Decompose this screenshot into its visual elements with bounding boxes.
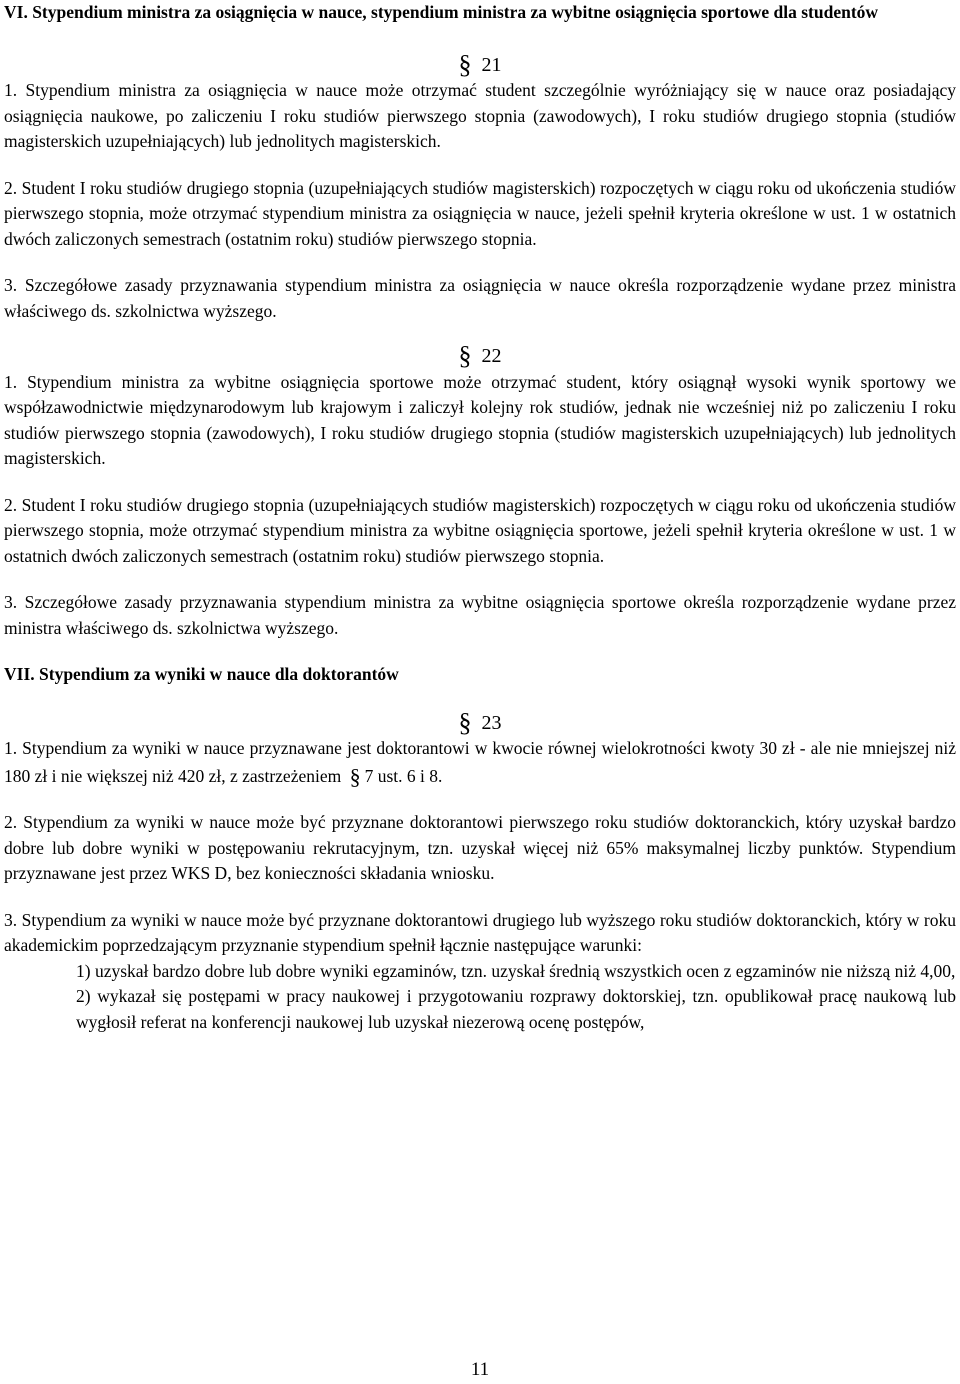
section-sign-icon: § [349, 763, 361, 789]
section-22-mark: § 22 [458, 341, 502, 370]
section-sign-icon: § [458, 49, 472, 79]
section-23-paragraph-2: 2. Stypendium za wyniki w nauce może być przyznane doktorantowi pierwszego roku studiów doktoranckich, który uzyskał bardzo dobre lub dobre wyniki w postępowaniu rekrutacyjnym, tzn. uzyskał więcej niż 65% maksymalnej liczby punktów. Stypendium przyznawane jest przez WKS D, bez konieczności składania wniosku. [4, 812, 956, 883]
condition-item: 2) wykazał się postępami w pracy naukowej i przygotowaniu rozprawy doktorskiej, tzn. opublikował pracę naukową lub wygłosił referat na konferencji naukowej lub uzyskał niezerową ocenę postępów, [76, 986, 956, 1032]
document-page [4, 0, 956, 1035]
page-number: 11 [470, 1359, 490, 1380]
section-22-paragraph-1: 1. Stypendium ministra za wybitne osiągnięcia sportowe może otrzymać student, który osiągnął wysoki wynik sportowy we współzawodnictwie międzynarodowym lub krajowym i zaliczył kolejny rok studiów, jednak nie wcześniej niż po zaliczeniu I roku studiów pierwszego stopnia (zawodowych), I roku studiów drugiego stopnia (studiów magisterskich uzupełniających) lub jednolitych magisterskich. [4, 371, 956, 468]
section-21-paragraph-2: 2. Student I roku studiów drugiego stopnia (uzupełniających studiów magisterskich) rozpoczętych w ciągu roku od ukończenia studiów pierwszego stopnia, może otrzymać stypendium ministra za osiągnięcia w nauce, jeżeli spełnił kryteria określone w ust. 1 w ostatnich dwóch zaliczonych semestrach (ostatnim roku) studiów pierwszego stopnia. [4, 177, 956, 249]
section-sign-icon: § [458, 341, 472, 370]
section-23-paragraph-1: 1. Stypendium za wyniki w nauce przyznawane jest doktorantowi w kwocie równej wielokrotności kwoty 30 zł - ale nie mniejszej niż 180 zł i nie większej niż 420 zł, z zastrzeżeniem § 7 ust. 6 i 8. [4, 738, 956, 789]
section-23-paragraph-3: 3. Stypendium za wyniki w nauce może być przyznane doktorantowi drugiego lub wyższego roku studiów doktoranckich, który w roku akademickim poprzedzającym przyznanie stypendium spełnił łącznie następujące warunki: [4, 909, 956, 955]
chapter-7-title: VII. Stypendium za wyniki w nauce dla doktorantów [4, 664, 399, 684]
section-21-paragraph-1: 1. Stypendium ministra za osiągnięcia w nauce może otrzymać student szczególnie wyróżniający się w nauce oraz posiadający osiągnięcia naukowe, po zaliczeniu I roku studiów pierwszego stopnia (zawodowych), I roku studiów drugiego stopnia (studiów magisterskich uzupełniających) lub jednolitych magisterskich. [4, 80, 956, 151]
condition-item: 1) uzyskał bardzo dobre lub dobre wyniki egzaminów, tzn. uzyskał średnią wszystkich ocen z egzaminów nie niższą niż 4,00, [76, 960, 956, 981]
section-sign-icon: § [458, 707, 472, 737]
section-21-paragraph-3: 3. Szczegółowe zasady przyznawania stypendium ministra za osiągnięcia w nauce określa rozporządzenie wydane przez ministra właściwego ds. szkolnictwa wyższego. [4, 275, 956, 321]
chapter-6-title: VI. Stypendium ministra za osiągnięcia w nauce, stypendium ministra za wybitne osiągnięcia sportowe dla studentów [4, 2, 879, 22]
section-22-paragraph-2: 2. Student I roku studiów drugiego stopnia (uzupełniających studiów magisterskich) rozpoczętych w ciągu roku od ukończenia studiów pierwszego stopnia, może otrzymać stypendium ministra za wybitne osiągnięcia sportowe, jeżeli spełnił kryteria określone w ust. 1 w ostatnich dwóch zaliczonych semestrach (ostatnim roku) studiów pierwszego stopnia. [4, 494, 956, 566]
section-21-mark: § 21 [458, 49, 502, 79]
section-23-mark: § 23 [458, 707, 502, 737]
section-22-paragraph-3: 3. Szczegółowe zasady przyznawania stypendium ministra za wybitne osiągnięcia sportowe określa rozporządzenie wydane przez ministra właściwego ds. szkolnictwa wyższego. [4, 592, 956, 638]
